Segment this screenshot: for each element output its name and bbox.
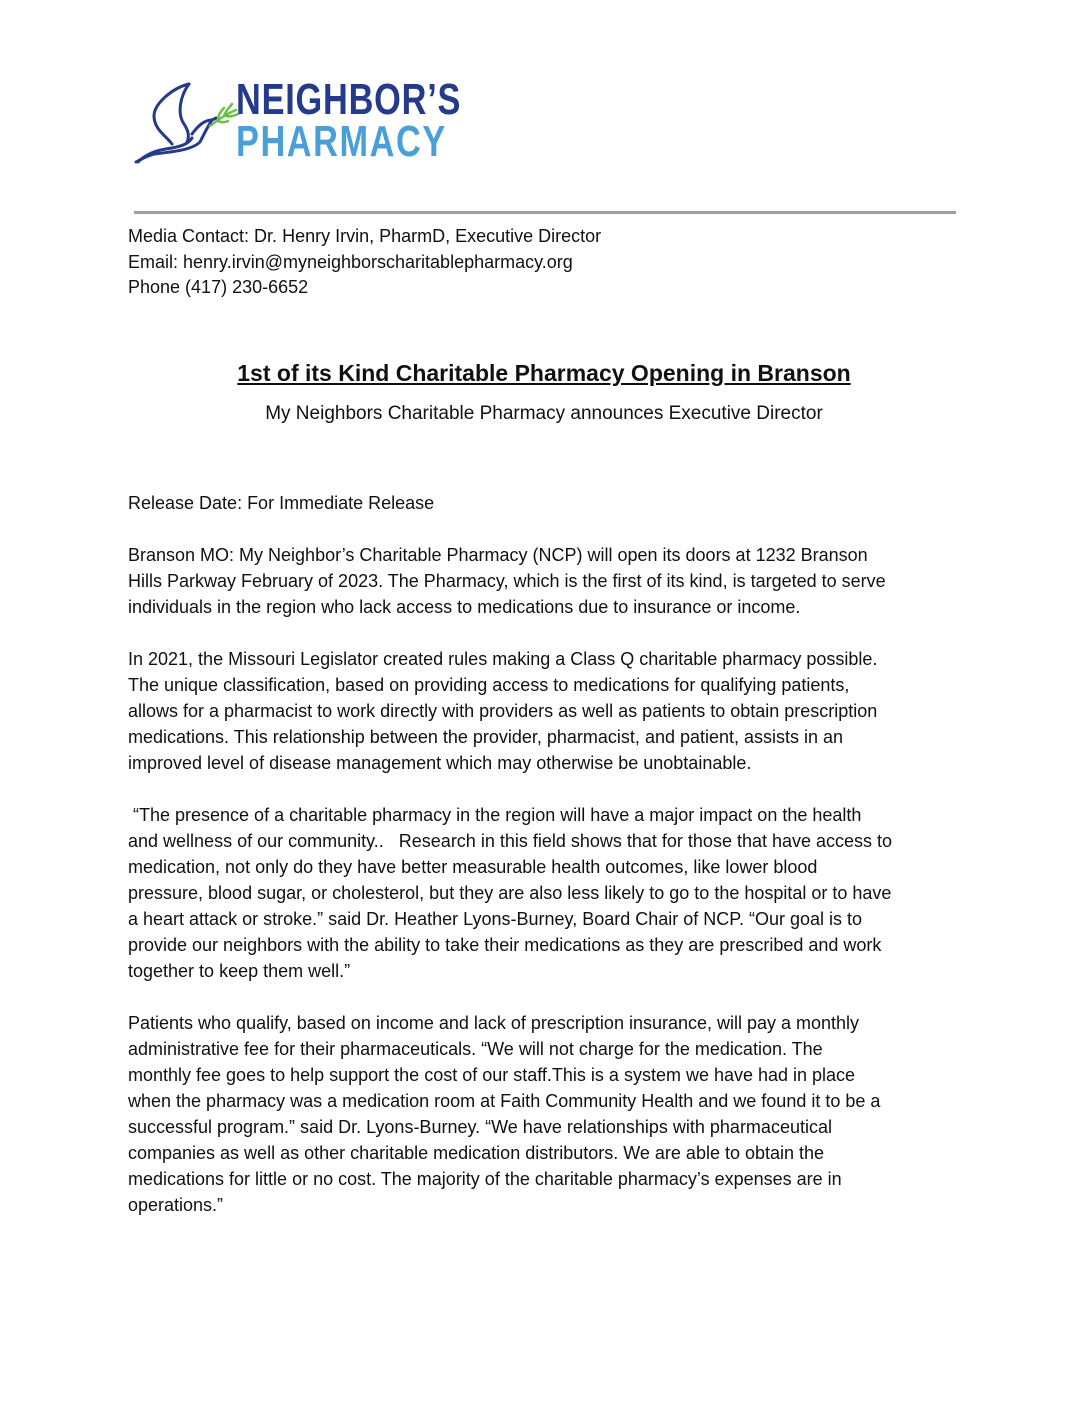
media-contact-block (128, 224, 601, 301)
paragraph-4 (128, 1010, 968, 1218)
paragraph-line: together to keep them well.” (128, 961, 351, 981)
logo (132, 74, 462, 169)
header-divider (134, 211, 956, 214)
paragraph-line: monthly fee goes to help support the cost of our staff.This is a system we have had in place (128, 1065, 856, 1085)
release-date-text: Release Date: For Immediate Release (128, 493, 435, 513)
paragraph-line: Branson MO: My Neighbor’s Charitable Pharmacy (NCP) will open its doors at 1232 Branson (128, 545, 868, 565)
paragraph-line: companies as well as other charitable medication distributors. We are able to obtain the (128, 1143, 825, 1163)
paragraph-line: medications. This relationship between the provider, pharmacist, and patient, assists in an (128, 727, 844, 747)
paragraph-line: Hills Parkway February of 2023. The Pharmacy, which is the first of its kind, is targeted to serve (128, 571, 886, 591)
paragraph-line: a heart attack or stroke.” said Dr. Heather Lyons-Burney, Board Chair of NCP. “Our goal is to (128, 909, 862, 929)
paragraph-line: Patients who qualify, based on income and lack of prescription insurance, will pay a monthly (128, 1013, 860, 1033)
logo-wordmark-line2: PHARMACY (236, 117, 447, 166)
paragraph-line: medications for little or no cost. The majority of the charitable pharmacy’s expenses are in (128, 1169, 842, 1189)
paragraph-line: “The presence of a charitable pharmacy in the region will have a major impact on the health (128, 805, 862, 825)
dove-with-olive-branch-icon (132, 74, 242, 169)
logo-wordmark-line1: NEIGHBOR’S (236, 75, 462, 124)
paragraph-line: The unique classification, based on providing access to medications for qualifying patients, (128, 675, 850, 695)
paragraph-line: operations.” (128, 1195, 224, 1215)
release-date (128, 490, 968, 516)
paragraph-line: medication, not only do they have better measurable health outcomes, like lower blood (128, 857, 818, 877)
paragraph-line: improved level of disease management which may otherwise be unobtainable. (128, 753, 752, 773)
paragraph-line: administrative fee for their pharmaceuticals. “We will not charge for the medication. The (128, 1039, 823, 1059)
paragraph-line: when the pharmacy was a medication room at Faith Community Health and we found it to be a (128, 1091, 881, 1111)
paragraph-line: pressure, blood sugar, or cholesterol, but they are also less likely to go to the hospital or to have (128, 883, 892, 903)
contact-phone: Phone (417) 230-6652 (128, 277, 309, 297)
paragraph-1 (128, 542, 968, 620)
press-release-subtitle: My Neighbors Charitable Pharmacy announces Executive Director (265, 403, 823, 424)
paragraph-3 (128, 802, 968, 984)
paragraph-line: individuals in the region who lack access to medications due to insurance or income. (128, 597, 801, 617)
paragraph-line: and wellness of our community.. Research in this field shows that for those that have access to (128, 831, 893, 851)
paragraph-line: successful program.” said Dr. Lyons-Burney. “We have relationships with pharmaceutical (128, 1117, 832, 1137)
paragraph-line: provide our neighbors with the ability to take their medications as they are prescribed and work (128, 935, 882, 955)
paragraph-line: allows for a pharmacist to work directly with providers as well as patients to obtain prescription (128, 701, 878, 721)
contact-email: Email: henry.irvin@myneighborscharitablepharmacy.org (128, 251, 573, 272)
paragraph-line: In 2021, the Missouri Legislator created rules making a Class Q charitable pharmacy possible. (128, 649, 878, 669)
press-release-body (128, 490, 968, 1244)
paragraph-2 (128, 646, 968, 776)
media-contact: Media Contact: Dr. Henry Irvin, PharmD, Executive Director (128, 226, 602, 246)
press-release-title: 1st of its Kind Charitable Pharmacy Opening in Branson (237, 360, 851, 386)
